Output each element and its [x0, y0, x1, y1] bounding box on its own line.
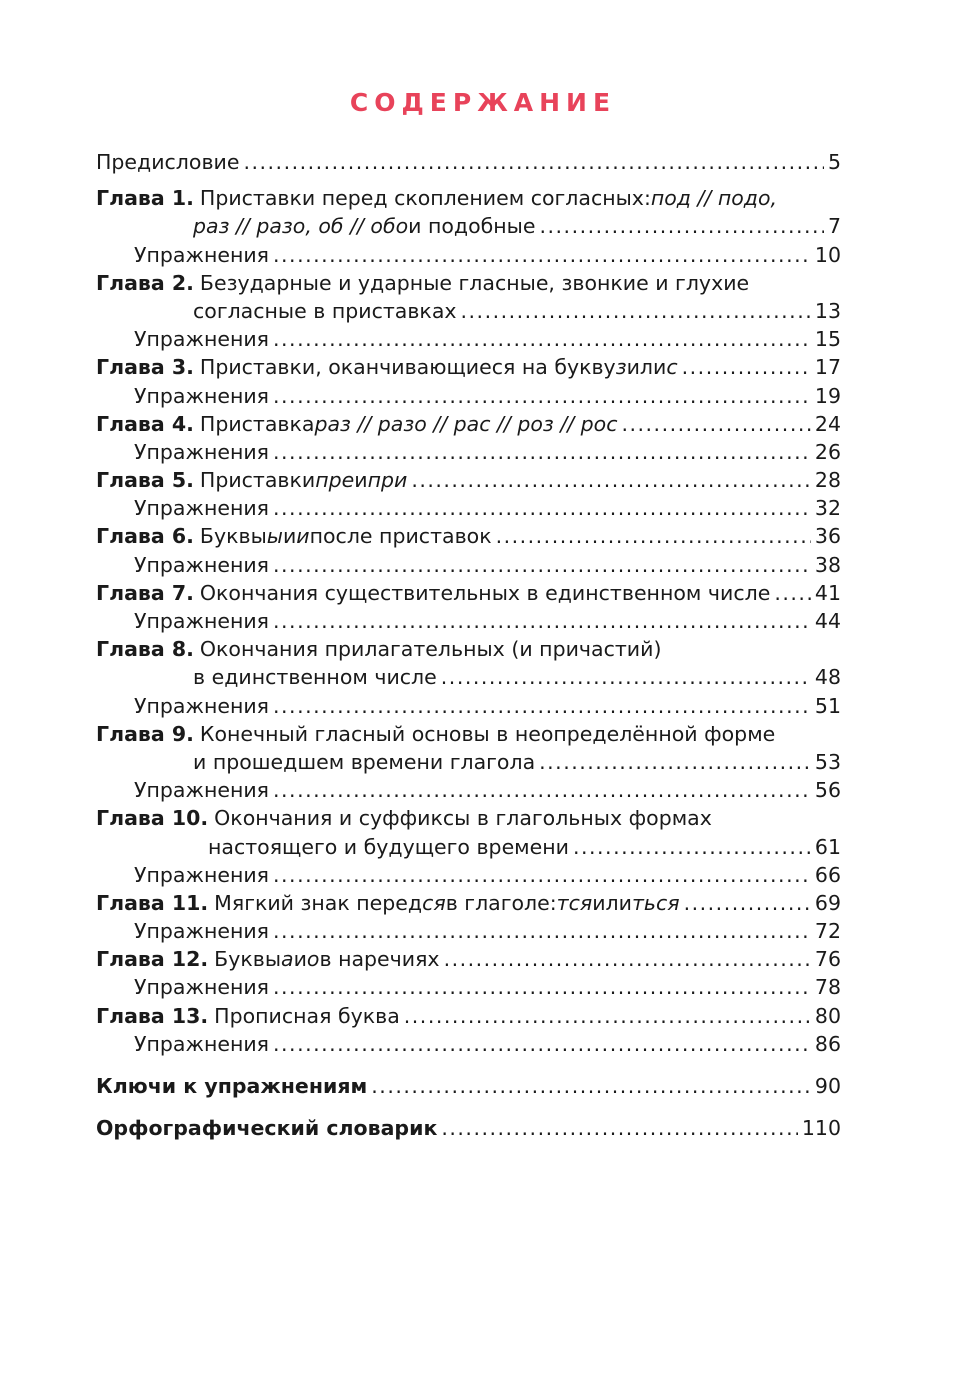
toc-entry-chapter-1[interactable]	[96, 184, 841, 212]
chapter-title-italic: з	[615, 355, 627, 380]
chapter-title-italic: с	[666, 355, 678, 380]
chapter-title-part: и	[354, 468, 368, 493]
exercises-label: Упражнения	[134, 778, 270, 803]
chapter-title-part: Приставки, оканчивающиеся на букву	[199, 355, 616, 380]
chapter-title-part: и	[293, 947, 307, 972]
page-number: 56	[814, 778, 841, 803]
exercises-label: Упражнения	[134, 975, 270, 1000]
dot-leader	[684, 889, 811, 917]
page-number: 26	[814, 439, 841, 464]
toc-entry-chapter-3[interactable]	[96, 353, 841, 381]
page-number: 7	[827, 214, 841, 239]
page-number: 10	[814, 242, 841, 267]
exercises-label: Упражнения	[134, 496, 270, 521]
dot-leader	[441, 663, 811, 691]
page-number: 36	[814, 524, 841, 549]
dot-leader	[273, 494, 811, 522]
page-number: 66	[814, 862, 841, 887]
exercises-label: Упражнения	[134, 439, 270, 464]
page-number: 17	[814, 355, 841, 380]
toc-entry-chapter-5[interactable]	[96, 466, 841, 494]
dot-leader	[273, 325, 811, 353]
exercises-label: Упражнения	[134, 552, 270, 577]
chapter-title-italic: раз // разо, об // обо	[193, 214, 409, 239]
toc-entry-exercises-11[interactable]	[96, 917, 841, 945]
page-number: 53	[814, 749, 841, 774]
page-number: 110	[801, 1116, 841, 1141]
page-number: 28	[814, 468, 841, 493]
chapter-label: Глава 8.	[96, 637, 194, 662]
dot-leader	[273, 973, 811, 1001]
exercises-label: Упражнения	[134, 242, 270, 267]
dot-leader	[243, 148, 823, 176]
exercises-label: Упражнения	[134, 383, 270, 408]
chapter-title-part: и	[282, 524, 297, 549]
page-number: 24	[814, 411, 841, 436]
chapter-label: Глава 4.	[96, 411, 194, 436]
chapter-title-italic: ы	[266, 524, 283, 549]
page-number: 90	[814, 1074, 841, 1098]
chapter-title-italic: а	[281, 947, 294, 972]
page-number: 13	[814, 298, 841, 323]
dot-leader	[273, 1030, 811, 1058]
chapter-title-part: Окончания прилагательных (и причастий)	[199, 637, 662, 662]
chapter-title-part: Конечный гласный основы в неопределённой форме	[199, 721, 776, 746]
chapter-label: Глава 13.	[96, 1003, 209, 1028]
chapter-label: Глава 9.	[96, 721, 194, 746]
exercises-label: Упражнения	[134, 919, 270, 944]
chapter-label: Глава 5.	[96, 468, 194, 493]
toc-entry-dictionary[interactable]	[96, 1114, 841, 1142]
chapter-title-part: Приставки	[199, 468, 316, 493]
toc-entry-exercises-10[interactable]	[96, 861, 841, 889]
chapter-label: Глава 12.	[96, 947, 209, 972]
chapter-title-part: и прошедшем времени глагола	[193, 749, 536, 774]
page-number: 19	[814, 383, 841, 408]
table-of-contents	[96, 148, 841, 1142]
chapter-title-part: Мягкий знак перед	[214, 890, 423, 915]
page-number: 51	[814, 693, 841, 718]
page-number: 69	[814, 890, 841, 915]
chapter-title-italic: ся	[422, 890, 446, 915]
toc-entry-chapter-9[interactable]	[96, 720, 841, 748]
dot-leader	[273, 692, 811, 720]
exercises-label: Упражнения	[134, 693, 270, 718]
chapter-title-italic: под // подо,	[650, 186, 778, 211]
dot-leader	[273, 551, 811, 579]
toc-entry-exercises-1[interactable]	[96, 241, 841, 269]
exercises-label: Упражнения	[134, 1031, 270, 1056]
toc-entry-title: Предисловие	[96, 150, 240, 174]
chapter-label: Глава 3.	[96, 355, 194, 380]
dot-leader	[573, 833, 811, 861]
toc-entry-chapter-8[interactable]	[96, 635, 841, 663]
page-number: 15	[814, 327, 841, 352]
toc-entry-exercises-8[interactable]	[96, 692, 841, 720]
chapter-title-italic: раз // разо // рас // роз // рос	[314, 411, 618, 436]
chapter-title-part: Буквы	[214, 947, 282, 972]
toc-entry-exercises-12[interactable]	[96, 973, 841, 1001]
toc-entry-exercises-7[interactable]	[96, 607, 841, 635]
toc-entry-chapter-13[interactable]	[96, 1002, 841, 1030]
chapter-title-italic: и	[296, 524, 310, 549]
toc-entry-keys[interactable]	[96, 1072, 841, 1100]
chapter-label: Глава 10.	[96, 806, 209, 831]
chapter-label: Глава 11.	[96, 890, 209, 915]
toc-entry-exercises-4[interactable]	[96, 438, 841, 466]
page-number: 32	[814, 496, 841, 521]
dot-leader	[273, 776, 811, 804]
toc-entry-exercises-13[interactable]	[96, 1030, 841, 1058]
toc-entry-chapter-9-cont[interactable]	[96, 748, 841, 776]
chapter-label: Глава 7.	[96, 580, 194, 605]
toc-entry-chapter-11[interactable]	[96, 889, 841, 917]
exercises-label: Упражнения	[134, 327, 270, 352]
dot-leader	[273, 241, 811, 269]
dot-leader	[540, 212, 824, 240]
exercises-label: Упражнения	[134, 862, 270, 887]
chapter-title-part: согласные в приставках	[193, 298, 457, 323]
chapter-title-part: Окончания существительных в единственном числе	[199, 580, 771, 605]
chapter-title-part: Безударные и ударные гласные, звонкие и глухие	[199, 270, 750, 295]
chapter-title-italic: пре	[315, 468, 355, 493]
toc-entry-chapter-4[interactable]	[96, 410, 841, 438]
toc-entry-chapter-7[interactable]	[96, 579, 841, 607]
chapter-title-part: Буквы	[199, 524, 267, 549]
chapter-title-part: или	[592, 890, 632, 915]
page-number: 86	[814, 1031, 841, 1056]
toc-entry-exercises-3[interactable]	[96, 382, 841, 410]
dot-leader	[273, 861, 811, 889]
dot-leader	[273, 438, 811, 466]
toc-entry-chapter-10[interactable]	[96, 804, 841, 832]
page-number: 38	[814, 552, 841, 577]
toc-entry-title: Орфографический словарик	[96, 1116, 438, 1141]
page-number: 41	[814, 580, 841, 605]
page-number: 5	[827, 150, 841, 174]
chapter-title-part: Приставка	[199, 411, 315, 436]
chapter-title-part: в глаголе:	[445, 890, 557, 915]
dot-leader	[273, 917, 811, 945]
page-number: 80	[814, 1003, 841, 1028]
chapter-title-part: или	[626, 355, 667, 380]
chapter-title-italic: тся	[556, 890, 593, 915]
toc-entry-chapter-6[interactable]	[96, 522, 841, 550]
toc-entry-exercises-5[interactable]	[96, 494, 841, 522]
chapter-title-part: Приставки перед скоплением согласных:	[199, 186, 651, 211]
page-number: 61	[814, 834, 841, 859]
chapter-title-italic: при	[367, 468, 408, 493]
dot-leader	[273, 607, 811, 635]
page-number: 48	[814, 665, 841, 690]
toc-entry-chapter-10-cont[interactable]	[96, 833, 841, 861]
dot-leader	[441, 1114, 797, 1142]
toc-entry-chapter-2[interactable]	[96, 269, 841, 297]
page-number: 44	[814, 609, 841, 633]
dot-leader	[682, 353, 811, 381]
chapter-label: Глава 1.	[96, 186, 194, 211]
toc-entry-chapter-12[interactable]	[96, 945, 841, 973]
toc-entry-chapter-2-cont[interactable]	[96, 297, 841, 325]
chapter-title-part: после приставок	[309, 524, 492, 549]
dot-leader	[621, 410, 810, 438]
chapter-title-part: и подобные	[408, 214, 536, 239]
dot-leader	[411, 466, 811, 494]
toc-entry-foreword[interactable]	[96, 148, 841, 176]
toc-entry-exercises-9[interactable]	[96, 776, 841, 804]
chapter-title-part: Прописная буква	[214, 1003, 400, 1028]
chapter-title-part: настоящего и будущего времени	[208, 834, 569, 859]
page-number: 76	[814, 947, 841, 972]
chapter-title-italic: ться	[631, 890, 680, 915]
page-number: 72	[814, 919, 841, 944]
chapter-title-part: в единственном числе	[193, 665, 437, 690]
dot-leader	[371, 1072, 811, 1100]
page-number: 78	[814, 975, 841, 1000]
toc-entry-chapter-8-cont[interactable]	[96, 663, 841, 691]
toc-entry-title: Ключи к упражнениям	[96, 1074, 368, 1098]
dot-leader	[444, 945, 811, 973]
toc-entry-exercises-2[interactable]	[96, 325, 841, 353]
dot-leader	[461, 297, 811, 325]
dot-leader	[774, 579, 811, 607]
dot-leader	[404, 1002, 811, 1030]
toc-entry-chapter-1-cont[interactable]	[96, 212, 841, 240]
chapter-title-italic: о	[306, 947, 320, 972]
page-title: СОДЕРЖАНИЕ	[349, 88, 617, 117]
toc-entry-exercises-6[interactable]	[96, 551, 841, 579]
dot-leader	[496, 522, 811, 550]
chapter-label: Глава 2.	[96, 270, 194, 295]
dot-leader	[539, 748, 811, 776]
exercises-label: Упражнения	[134, 609, 270, 633]
chapter-title-part: в наречиях	[319, 947, 440, 972]
chapter-label: Глава 6.	[96, 524, 194, 549]
chapter-title-part: Окончания и суффиксы в глагольных формах	[214, 806, 712, 831]
dot-leader	[273, 382, 811, 410]
